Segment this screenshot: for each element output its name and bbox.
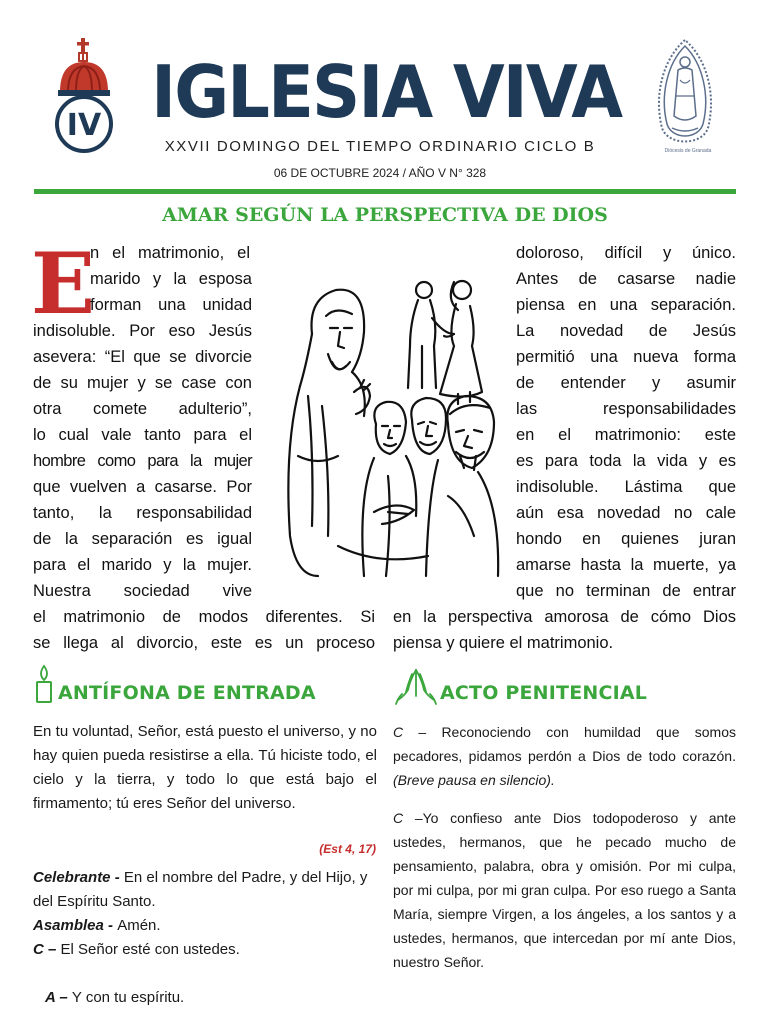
issue-subtitle: XXVII DOMINGO DEL TIEMPO ORDINARIO CICLO B	[164, 138, 596, 155]
article-line: que vuelven a casarse. Por	[33, 478, 252, 496]
article-line: hombre como para la mujer	[33, 452, 252, 470]
article-line: tanto, la responsabilidad	[33, 504, 252, 522]
article-line: otra comete adulterio”,	[33, 400, 252, 418]
article-line: piensa en una separación.	[516, 296, 736, 314]
praying-hands-icon	[394, 666, 438, 706]
dialog-line	[33, 914, 377, 938]
dialog-speaker: C –	[33, 941, 61, 958]
article-line: se llega al divorcio, este es un proceso	[33, 634, 375, 652]
article-line: Antes de casarse nadie	[516, 270, 736, 288]
acto-paragraph-2	[393, 806, 736, 974]
article-line: las responsabilidades	[516, 400, 736, 418]
dialog-text: El Señor esté con ustedes.	[60, 941, 240, 958]
antifona-title: ANTÍFONA DE ENTRADA	[58, 682, 316, 704]
article-line: en la perspectiva amorosa de cómo Dios	[393, 608, 736, 626]
article-title: AMAR SEGÚN LA PERSPECTIVA DE DIOS	[162, 204, 608, 226]
article-line: de la separación es igual	[33, 530, 252, 548]
acto-paragraph-1	[393, 720, 736, 792]
article-line: La novedad de Jesús	[516, 322, 736, 340]
article-line: hondo en quienes juran	[516, 530, 736, 548]
candle-icon	[34, 664, 54, 704]
header-divider	[34, 189, 736, 194]
issue-dateline: 06 DE OCTUBRE 2024 / AÑO V N° 328	[273, 166, 487, 180]
dialog-line	[33, 938, 377, 962]
article-line: el matrimonio de modos diferentes. Si	[33, 608, 375, 626]
logo-iv-text: IV	[66, 108, 102, 143]
masthead-title: IGLESIA VIVA	[151, 50, 622, 134]
acto-speaker: C	[393, 724, 404, 740]
article-line: en el matrimonio: este	[516, 426, 736, 444]
article-line: indisoluble. Por eso Jesús	[33, 322, 252, 340]
iglesia-viva-logo	[52, 38, 116, 156]
drop-cap: E	[31, 234, 96, 333]
article-line: Nuestra sociedad vive	[33, 582, 252, 600]
dialog-line	[33, 866, 377, 914]
article-line: aún esa novedad no cale	[516, 504, 736, 522]
dialog-text: Amén.	[117, 917, 161, 934]
article-line: de su mujer y se case con	[33, 374, 252, 392]
article-line: para el marido y la mujer.	[33, 556, 252, 574]
diocese-emblem	[650, 36, 720, 154]
article-line: de entender y asumir	[516, 374, 736, 392]
acto-text: – Reconociendo con humildad que somos pecadores, pidamos perdón a Dios de todo corazón.	[393, 724, 736, 764]
acto-note: (Breve pausa en silencio).	[393, 772, 555, 788]
acto-title: ACTO PENITENCIAL	[440, 682, 648, 704]
article-line: lo cual vale tanto para el	[33, 426, 252, 444]
article-line: marido y la esposa	[90, 270, 252, 288]
dialog-speaker: Asamblea -	[33, 917, 118, 934]
dialog-text: Y con tu espíritu.	[71, 989, 185, 1006]
acto-text: –Yo confieso ante Dios todopoderoso y ante ustedes, hermanos, que he pecado mucho de pensamiento, palabra, obra y omisión. Por mi culpa, por mi culpa, por mi gran culpa. Por eso ruego a Santa María, siempre Virgen, a los ángeles, a los santos y a ustedes, hermanos, que intercedan por mí ante Dios, nuestro Señor.	[393, 810, 736, 970]
acto-speaker: C	[393, 810, 404, 826]
article-line: asevera: “El que se divorcie	[33, 348, 252, 366]
dialog-line	[33, 962, 377, 1010]
jesus-teaching-illustration	[278, 276, 506, 586]
antifona-text: En tu voluntad, Señor, está puesto el universo, y no hay quien pueda resistirse a ella. Tú hiciste todo, el cielo y la tierra, y todo lo que está bajo el firmamento; tú eres Señor del universo.	[33, 723, 377, 812]
article-line: que no terminan de entrar	[516, 582, 736, 600]
dialog-speaker: A –	[41, 989, 72, 1006]
article-line: doloroso, difícil y único.	[516, 244, 736, 262]
diocese-caption: Diócesis de Granada	[664, 148, 712, 154]
article-line: piensa y quiere el matrimonio.	[393, 634, 614, 652]
article-line: forman una unidad	[90, 296, 252, 314]
article-line: es para toda la vida y es	[516, 452, 736, 470]
dialog-text: En el nombre del Padre, y del Hijo, y del Espíritu Santo.	[33, 869, 368, 910]
article-line: indisoluble. Lástima que	[516, 478, 736, 496]
antifona-citation: (Est 4, 17)	[319, 842, 376, 856]
article-line: amarse hasta la muerte, ya	[516, 556, 736, 574]
article-line: permitió una nueva forma	[516, 348, 736, 366]
dialog-speaker: Celebrante -	[33, 869, 124, 886]
article-line: n el matrimonio, el	[90, 244, 250, 262]
